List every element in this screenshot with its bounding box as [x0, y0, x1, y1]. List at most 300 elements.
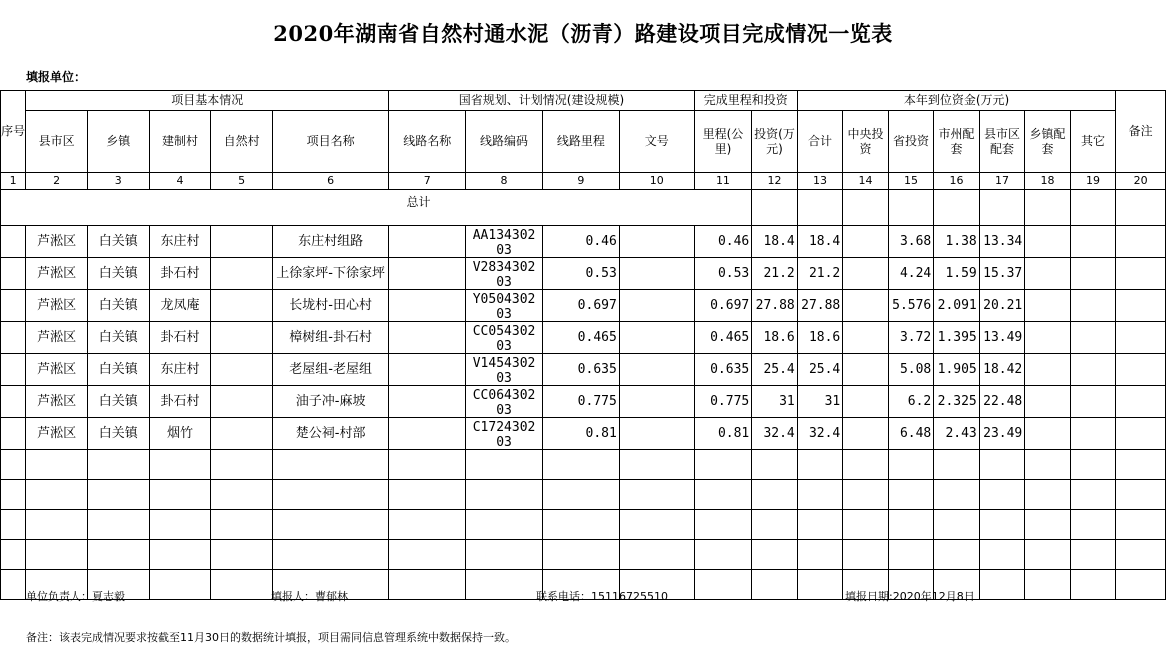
cell-county: 芦淞区: [26, 258, 88, 290]
cell-town: 白关镇: [87, 418, 149, 450]
cell-empty: [466, 510, 543, 540]
cell-empty: [389, 510, 466, 540]
cell-empty: [466, 540, 543, 570]
cell-empty: [272, 540, 388, 570]
cell-empty: [1025, 510, 1071, 540]
cell-invest: 25.4: [752, 354, 798, 386]
cell: [843, 190, 889, 226]
cell-empty: [979, 540, 1025, 570]
cell-empty: [752, 540, 798, 570]
cell-countyf: 22.48: [979, 386, 1025, 418]
cell-empty: [1070, 480, 1116, 510]
cell-empty: [619, 354, 694, 386]
cell-empty: [1070, 354, 1116, 386]
cell-invest: 21.2: [752, 258, 798, 290]
cell: [1070, 190, 1116, 226]
cell-empty: [694, 450, 752, 480]
cell-empty: [619, 386, 694, 418]
cell-city: 2.43: [934, 418, 980, 450]
cell-empty: [87, 540, 149, 570]
cell-name: 老屋组-老屋组: [272, 354, 388, 386]
header-done-mileage: 里程(公里): [694, 111, 752, 173]
cell-empty: [211, 540, 273, 570]
cell-name: 樟树组-卦石村: [272, 322, 388, 354]
cell-empty: [843, 226, 889, 258]
cell-code: [466, 258, 543, 290]
cell-code: [466, 386, 543, 418]
column-number: 2: [26, 173, 88, 190]
header-investment: 投资(万元): [752, 111, 798, 173]
cell-city: 1.905: [934, 354, 980, 386]
cell-prov: 6.2: [888, 386, 934, 418]
cell-empty: [149, 510, 211, 540]
cell-empty: [979, 450, 1025, 480]
cell-empty: [211, 226, 273, 258]
cell-countyf: 20.21: [979, 290, 1025, 322]
cell-empty: [1, 226, 26, 258]
cell-empty: [87, 450, 149, 480]
cell-empty: [1116, 226, 1166, 258]
cell-empty: [843, 290, 889, 322]
cell: [934, 190, 980, 226]
column-number: 16: [934, 173, 980, 190]
cell-empty: [619, 450, 694, 480]
cell-done: 0.81: [694, 418, 752, 450]
cell-total: 18.6: [797, 322, 843, 354]
cell-empty: [619, 290, 694, 322]
cell-countyf: 18.42: [979, 354, 1025, 386]
cell-prov: 6.48: [888, 418, 934, 450]
cell-empty: [797, 540, 843, 570]
cell-empty: [619, 226, 694, 258]
cell-empty: [843, 322, 889, 354]
cell-empty: [466, 450, 543, 480]
cell-total: 27.88: [797, 290, 843, 322]
total-label: 总计: [26, 190, 752, 226]
cell-empty: [1025, 570, 1071, 600]
cell-empty: [1070, 450, 1116, 480]
cell-name: 东庄村组路: [272, 226, 388, 258]
column-number: 6: [272, 173, 388, 190]
cell-empty: [542, 510, 619, 540]
cell-empty: [619, 258, 694, 290]
cell-code: [466, 290, 543, 322]
cell-empty: [1070, 510, 1116, 540]
cell-empty: [1116, 450, 1166, 480]
cell-empty: [542, 540, 619, 570]
cell-city: 2.091: [934, 290, 980, 322]
table-row: [1, 226, 1166, 258]
header-total: 合计: [797, 111, 843, 173]
cell-empty: [466, 480, 543, 510]
cell-empty: [1116, 480, 1166, 510]
cell-mileage: 0.697: [542, 290, 619, 322]
cell-empty: [211, 386, 273, 418]
table-row: [1, 322, 1166, 354]
header-seq: 序号: [1, 91, 26, 173]
cell-mileage: 0.775: [542, 386, 619, 418]
footer-date: 填报日期:2020年12月8日: [845, 590, 975, 603]
cell-empty: [149, 540, 211, 570]
report-title: 2020年湖南省自然村通水泥（沥青）路建设项目完成情况一览表: [273, 21, 893, 46]
cell-town: 白关镇: [87, 354, 149, 386]
cell-total: 31: [797, 386, 843, 418]
cell-empty: [619, 322, 694, 354]
cell-county: 芦淞区: [26, 386, 88, 418]
cell-empty: [1116, 540, 1166, 570]
cell-empty: [979, 480, 1025, 510]
cell-empty: [87, 510, 149, 540]
cell-code: [466, 418, 543, 450]
cell-empty: [149, 480, 211, 510]
cell-empty: [619, 540, 694, 570]
cell-invest: 18.6: [752, 322, 798, 354]
column-number: 12: [752, 173, 798, 190]
header-town: 乡镇: [87, 111, 149, 173]
cell-empty: [1070, 386, 1116, 418]
header-province: 省投资: [888, 111, 934, 173]
cell-empty: [211, 450, 273, 480]
cell-empty: [389, 322, 466, 354]
cell-countyf: 23.49: [979, 418, 1025, 450]
cell-empty: [979, 510, 1025, 540]
cell-empty: [389, 386, 466, 418]
cell-county: 芦淞区: [26, 418, 88, 450]
cell-name: 上徐家坪-下徐家坪: [272, 258, 388, 290]
cell-prov: 3.68: [888, 226, 934, 258]
cell-city: 1.38: [934, 226, 980, 258]
cell-empty: [466, 570, 543, 600]
cell-prov: 5.576: [888, 290, 934, 322]
cell-total: 21.2: [797, 258, 843, 290]
cell-empty: [389, 290, 466, 322]
empty-row: [1, 510, 1166, 540]
cell-countyf: 13.49: [979, 322, 1025, 354]
cell-prov: 3.72: [888, 322, 934, 354]
cell-empty: [694, 510, 752, 540]
column-number: 8: [466, 173, 543, 190]
cell-town: 白关镇: [87, 290, 149, 322]
cell-empty: [389, 570, 466, 600]
cell-invest: 18.4: [752, 226, 798, 258]
cell-empty: [542, 480, 619, 510]
cell-empty: [389, 226, 466, 258]
cell-empty: [1116, 510, 1166, 540]
header-county-fund: 县市区配套: [979, 111, 1025, 173]
group-funds: 本年到位资金(万元): [797, 91, 1116, 111]
column-number: 7: [389, 173, 466, 190]
cell-empty: [694, 570, 752, 600]
cell-empty: [1, 540, 26, 570]
header-admin-village: 建制村: [149, 111, 211, 173]
cell-empty: [843, 354, 889, 386]
header-central: 中央投资: [843, 111, 889, 173]
cell-empty: [1, 510, 26, 540]
empty-row: [1, 540, 1166, 570]
cell-empty: [1025, 354, 1071, 386]
cell-empty: [797, 570, 843, 600]
cell-empty: [1, 450, 26, 480]
cell-empty: [843, 418, 889, 450]
empty-row: [1, 480, 1166, 510]
cell-done: 0.46: [694, 226, 752, 258]
cell-empty: [1025, 258, 1071, 290]
cell-empty: [1025, 322, 1071, 354]
cell-empty: [26, 510, 88, 540]
cell-empty: [1070, 226, 1116, 258]
cell-empty: [619, 480, 694, 510]
cell-code: [466, 226, 543, 258]
cell-village: 东庄村: [149, 226, 211, 258]
cell-city: 1.395: [934, 322, 980, 354]
cell-empty: [1, 386, 26, 418]
cell-empty: [26, 480, 88, 510]
cell-empty: [843, 450, 889, 480]
cell: [797, 190, 843, 226]
column-number: 17: [979, 173, 1025, 190]
report-table: [0, 90, 1166, 600]
cell-empty: [272, 480, 388, 510]
cell-town: 白关镇: [87, 386, 149, 418]
cell-empty: [843, 258, 889, 290]
header-doc-no: 文号: [619, 111, 694, 173]
cell-empty: [1070, 540, 1116, 570]
column-number: 5: [211, 173, 273, 190]
cell-empty: [1, 322, 26, 354]
column-number: 15: [888, 173, 934, 190]
route-code-text: AA134302 03: [472, 228, 536, 254]
column-number: 10: [619, 173, 694, 190]
column-number: 14: [843, 173, 889, 190]
cell-code: [466, 354, 543, 386]
cell-empty: [1, 290, 26, 322]
cell-town: 白关镇: [87, 258, 149, 290]
cell: [1116, 190, 1166, 226]
group-progress: 完成里程和投资: [694, 91, 797, 111]
header-city: 市州配套: [934, 111, 980, 173]
cell-name: 楚公祠-村部: [272, 418, 388, 450]
cell-empty: [1070, 418, 1116, 450]
cell-empty: [843, 540, 889, 570]
footer-note: 备注：该表完成情况要求按截至11月30日的数据统计填报，项目需同信息管理系统中数据保持一致。: [26, 631, 516, 644]
cell-empty: [1, 354, 26, 386]
cell-empty: [211, 510, 273, 540]
cell-done: 0.775: [694, 386, 752, 418]
cell-empty: [694, 540, 752, 570]
cell-empty: [1025, 480, 1071, 510]
header-county: 县市区: [26, 111, 88, 173]
cell-empty: [87, 480, 149, 510]
cell-village: 烟竹: [149, 418, 211, 450]
cell-empty: [1070, 322, 1116, 354]
route-code-text: C1724302 03: [472, 420, 536, 446]
footer-leader: 单位负责人：夏志毅: [26, 590, 125, 603]
footer-filler: 填报人：曹郁林: [271, 590, 348, 603]
cell-empty: [26, 450, 88, 480]
column-number: 9: [542, 173, 619, 190]
column-number: 1: [1, 173, 26, 190]
route-code-text: V2834302 03: [472, 260, 536, 286]
cell-empty: [26, 540, 88, 570]
cell: [888, 190, 934, 226]
column-number: 19: [1070, 173, 1116, 190]
cell-empty: [752, 570, 798, 600]
fill-unit-label: 填报单位：: [26, 70, 87, 84]
header-route-name: 线路名称: [389, 111, 466, 173]
column-number: 11: [694, 173, 752, 190]
route-code-text: V1454302 03: [472, 356, 536, 382]
cell-village: 东庄村: [149, 354, 211, 386]
cell-empty: [389, 418, 466, 450]
cell-village: 龙凤庵: [149, 290, 211, 322]
cell-empty: [542, 450, 619, 480]
cell-invest: 27.88: [752, 290, 798, 322]
cell-town: 白关镇: [87, 322, 149, 354]
cell-empty: [389, 540, 466, 570]
cell-empty: [1116, 570, 1166, 600]
cell-empty: [389, 480, 466, 510]
cell-empty: [1116, 386, 1166, 418]
header-route-code: 线路编码: [466, 111, 543, 173]
cell-invest: 32.4: [752, 418, 798, 450]
cell-empty: [1025, 450, 1071, 480]
empty-row: [1, 450, 1166, 480]
cell-invest: 31: [752, 386, 798, 418]
cell-county: 芦淞区: [26, 354, 88, 386]
footer-phone: 联系电话：15116725510: [536, 590, 668, 603]
cell-empty: [211, 258, 273, 290]
cell-empty: [979, 570, 1025, 600]
route-code-text: CC064302 03: [472, 388, 536, 414]
cell-done: 0.53: [694, 258, 752, 290]
cell-empty: [694, 480, 752, 510]
cell-empty: [211, 418, 273, 450]
cell-empty: [272, 450, 388, 480]
header-remark: 备注: [1116, 91, 1166, 173]
cell-empty: [389, 450, 466, 480]
cell-village: 卦石村: [149, 322, 211, 354]
table-row: [1, 290, 1166, 322]
cell-mileage: 0.635: [542, 354, 619, 386]
cell-name: 长垅村-田心村: [272, 290, 388, 322]
cell-done: 0.697: [694, 290, 752, 322]
column-number-row: [1, 173, 1166, 190]
cell-empty: [1, 258, 26, 290]
column-number: 18: [1025, 173, 1071, 190]
header-other: 其它: [1070, 111, 1116, 173]
cell-empty: [888, 510, 934, 540]
cell-total: 18.4: [797, 226, 843, 258]
header-route-mileage: 线路里程: [542, 111, 619, 173]
cell-empty: [1025, 290, 1071, 322]
cell-empty: [211, 354, 273, 386]
cell-town: 白关镇: [87, 226, 149, 258]
cell-empty: [888, 540, 934, 570]
cell-empty: [1025, 540, 1071, 570]
cell-city: 1.59: [934, 258, 980, 290]
cell-mileage: 0.53: [542, 258, 619, 290]
cell-empty: [843, 386, 889, 418]
group-plan: 国省规划、计划情况(建设规模): [389, 91, 694, 111]
cell-empty: [1070, 258, 1116, 290]
cell: [1025, 190, 1071, 226]
cell-empty: [797, 480, 843, 510]
cell-empty: [1, 570, 26, 600]
route-code-text: Y0504302 03: [472, 292, 536, 318]
cell-empty: [934, 450, 980, 480]
cell-county: 芦淞区: [26, 322, 88, 354]
cell: [752, 190, 798, 226]
group-basic: 项目基本情况: [26, 91, 389, 111]
cell-empty: [934, 480, 980, 510]
cell-name: 油子冲-麻坡: [272, 386, 388, 418]
table-row: [1, 258, 1166, 290]
cell-prov: 4.24: [888, 258, 934, 290]
cell-empty: [1116, 290, 1166, 322]
cell-empty: [1116, 418, 1166, 450]
cell-empty: [1070, 290, 1116, 322]
cell-empty: [1070, 570, 1116, 600]
route-code-text: CC054302 03: [472, 324, 536, 350]
cell-empty: [1116, 322, 1166, 354]
cell-empty: [389, 258, 466, 290]
cell-empty: [1025, 386, 1071, 418]
table-row: [1, 386, 1166, 418]
table-row: [1, 418, 1166, 450]
column-number: 4: [149, 173, 211, 190]
cell-done: 0.635: [694, 354, 752, 386]
column-number: 3: [87, 173, 149, 190]
cell-code: [466, 322, 543, 354]
cell-empty: [888, 480, 934, 510]
cell-empty: [843, 510, 889, 540]
cell-empty: [149, 570, 211, 600]
cell-empty: [389, 354, 466, 386]
header-natural-village: 自然村: [211, 111, 273, 173]
cell-empty: [1025, 418, 1071, 450]
cell-mileage: 0.465: [542, 322, 619, 354]
cell-empty: [797, 450, 843, 480]
cell-total: 25.4: [797, 354, 843, 386]
cell-empty: [211, 480, 273, 510]
cell-empty: [149, 450, 211, 480]
cell-empty: [752, 510, 798, 540]
cell-empty: [211, 570, 273, 600]
cell-empty: [211, 322, 273, 354]
cell-empty: [934, 540, 980, 570]
cell-empty: [752, 450, 798, 480]
cell-done: 0.465: [694, 322, 752, 354]
cell-empty: [272, 510, 388, 540]
cell-countyf: 13.34: [979, 226, 1025, 258]
cell: [979, 190, 1025, 226]
cell-county: 芦淞区: [26, 226, 88, 258]
cell-empty: [211, 290, 273, 322]
cell-mileage: 0.81: [542, 418, 619, 450]
cell-empty: [619, 418, 694, 450]
cell-empty: [797, 510, 843, 540]
total-row: [1, 190, 1166, 226]
total-seq-cell: [1, 190, 26, 226]
cell-empty: [1116, 258, 1166, 290]
cell-empty: [843, 480, 889, 510]
cell-empty: [1116, 354, 1166, 386]
cell-countyf: 15.37: [979, 258, 1025, 290]
column-number: 13: [797, 173, 843, 190]
header-project-name: 项目名称: [272, 111, 388, 173]
cell-city: 2.325: [934, 386, 980, 418]
cell-empty: [752, 480, 798, 510]
